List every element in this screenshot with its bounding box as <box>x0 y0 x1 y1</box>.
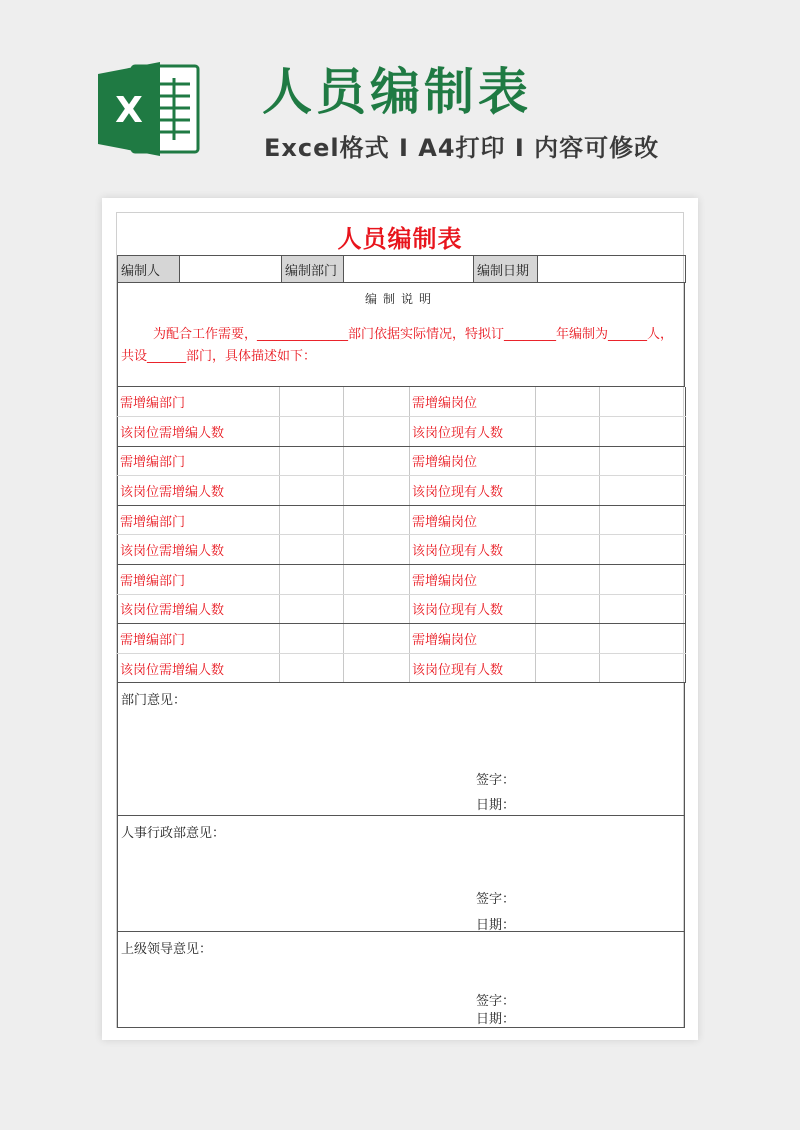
row-value-cell[interactable] <box>280 653 344 683</box>
date-field[interactable] <box>538 256 686 283</box>
row-value-cell[interactable] <box>536 476 600 506</box>
compiler-label: 编制人 <box>118 256 180 283</box>
table-row <box>118 535 686 565</box>
row-value-cell[interactable] <box>280 624 344 654</box>
row-value-cell[interactable] <box>536 387 600 417</box>
excel-logo-icon <box>98 62 202 156</box>
row-value-cell[interactable] <box>600 535 686 565</box>
table-row <box>118 446 686 476</box>
table-row <box>118 476 686 506</box>
row-value-cell[interactable] <box>280 417 344 447</box>
description-heading: 编制说明 <box>364 292 437 306</box>
leader-opinion-label: 上级领导意见： <box>121 942 213 957</box>
row-value-cell[interactable] <box>536 505 600 535</box>
row-value-cell[interactable] <box>344 505 410 535</box>
dept-opinion-section[interactable] <box>117 683 685 816</box>
row-value-cell[interactable] <box>600 417 686 447</box>
date-label: 编制日期 <box>474 256 538 283</box>
hr-opinion-label: 人事行政部意见： <box>121 826 226 841</box>
leader-date-label: 日期： <box>476 1012 516 1027</box>
page-subtitle: Excel格式 I A4打印 I 内容可修改 <box>264 134 660 162</box>
row-value-cell[interactable] <box>280 505 344 535</box>
table-row <box>118 594 686 624</box>
staffing-grid <box>117 387 686 683</box>
form-frame <box>116 212 684 1028</box>
row-value-cell[interactable] <box>600 505 686 535</box>
row-dept-label: 需增编部门 <box>118 446 280 476</box>
document-page <box>102 198 698 1040</box>
row-dept-label: 需增编部门 <box>118 624 280 654</box>
table-row <box>118 505 686 535</box>
row-post-label: 需增编岗位 <box>410 387 536 417</box>
row-value-cell[interactable] <box>536 653 600 683</box>
form-title: 人员编制表 <box>337 225 463 253</box>
row-value-cell[interactable] <box>600 624 686 654</box>
row-value-cell[interactable] <box>344 653 410 683</box>
row-value-cell[interactable] <box>344 387 410 417</box>
row-value-cell[interactable] <box>280 446 344 476</box>
row-dept-label: 该岗位需增编人数 <box>118 417 280 447</box>
row-post-label: 需增编岗位 <box>410 565 536 595</box>
row-value-cell[interactable] <box>536 535 600 565</box>
department-field[interactable] <box>344 256 474 283</box>
dept-sign-label: 签字： <box>476 773 516 788</box>
leader-sign-label: 签字： <box>476 994 516 1009</box>
logo-letter: X <box>115 90 143 131</box>
table-row <box>118 653 686 683</box>
row-value-cell[interactable] <box>600 476 686 506</box>
row-value-cell[interactable] <box>600 446 686 476</box>
row-value-cell[interactable] <box>344 594 410 624</box>
dept-date-label: 日期： <box>476 798 516 813</box>
row-dept-label: 该岗位需增编人数 <box>118 594 280 624</box>
row-post-label: 需增编岗位 <box>410 446 536 476</box>
table-row <box>118 417 686 447</box>
row-value-cell[interactable] <box>536 624 600 654</box>
row-dept-label: 需增编部门 <box>118 387 280 417</box>
row-post-label: 该岗位现有人数 <box>410 535 536 565</box>
row-post-label: 该岗位现有人数 <box>410 476 536 506</box>
row-value-cell[interactable] <box>344 417 410 447</box>
page-title: 人员编制表 <box>262 63 532 121</box>
row-dept-label: 该岗位需增编人数 <box>118 476 280 506</box>
meta-table <box>117 255 686 283</box>
row-post-label: 该岗位现有人数 <box>410 594 536 624</box>
description-text: 为配合工作需要，______________部门依据实际情况，特拟订________年编制为______人，共设______部门，具体描述如下： <box>121 327 674 364</box>
row-value-cell[interactable] <box>344 476 410 506</box>
row-value-cell[interactable] <box>344 446 410 476</box>
compiler-field[interactable] <box>180 256 282 283</box>
row-value-cell[interactable] <box>536 417 600 447</box>
row-value-cell[interactable] <box>280 476 344 506</box>
table-row <box>118 624 686 654</box>
row-dept-label: 该岗位需增编人数 <box>118 535 280 565</box>
row-post-label: 该岗位现有人数 <box>410 653 536 683</box>
row-value-cell[interactable] <box>600 594 686 624</box>
row-value-cell[interactable] <box>600 387 686 417</box>
row-value-cell[interactable] <box>600 653 686 683</box>
department-label: 编制部门 <box>282 256 344 283</box>
row-dept-label: 需增编部门 <box>118 505 280 535</box>
description-section <box>117 282 685 387</box>
row-post-label: 需增编岗位 <box>410 624 536 654</box>
row-value-cell[interactable] <box>280 594 344 624</box>
hr-sign-label: 签字： <box>476 892 516 907</box>
row-post-label: 需增编岗位 <box>410 505 536 535</box>
row-post-label: 该岗位现有人数 <box>410 417 536 447</box>
row-value-cell[interactable] <box>280 565 344 595</box>
leader-opinion-section[interactable] <box>117 932 685 1028</box>
row-value-cell[interactable] <box>344 535 410 565</box>
hr-date-label: 日期： <box>476 918 516 933</box>
row-value-cell[interactable] <box>536 565 600 595</box>
row-value-cell[interactable] <box>536 594 600 624</box>
dept-opinion-label: 部门意见： <box>121 693 187 708</box>
row-value-cell[interactable] <box>536 446 600 476</box>
table-row <box>118 565 686 595</box>
row-value-cell[interactable] <box>600 565 686 595</box>
table-row <box>118 387 686 417</box>
row-dept-label: 需增编部门 <box>118 565 280 595</box>
hr-opinion-section[interactable] <box>117 816 685 932</box>
row-value-cell[interactable] <box>344 624 410 654</box>
row-value-cell[interactable] <box>344 565 410 595</box>
row-dept-label: 该岗位需增编人数 <box>118 653 280 683</box>
row-value-cell[interactable] <box>280 535 344 565</box>
row-value-cell[interactable] <box>280 387 344 417</box>
